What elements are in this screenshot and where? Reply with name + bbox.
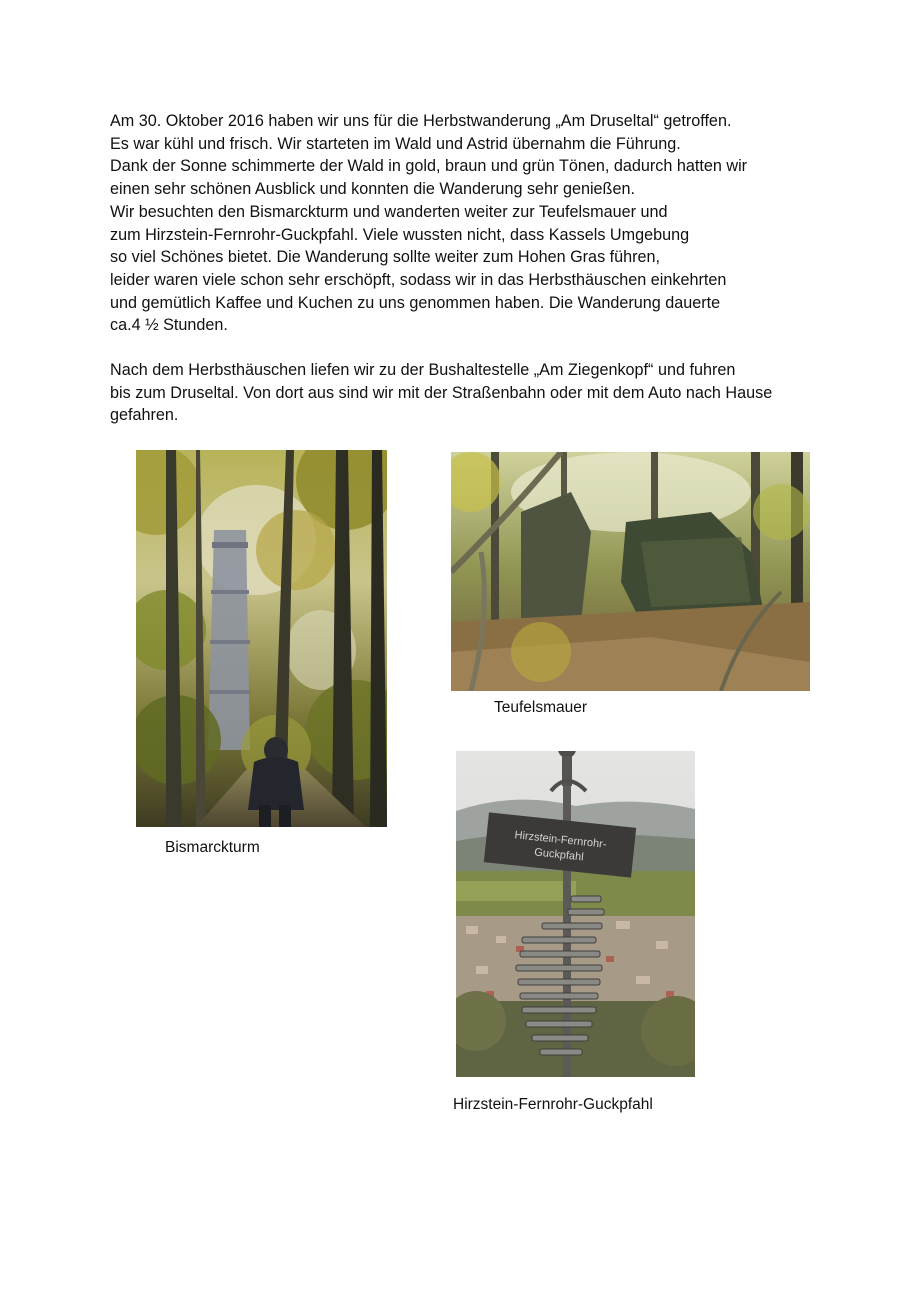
text-line: Nach dem Herbsthäuschen liefen wir zu der Bushaltestelle „Am Ziegenkopf“ und fuhren	[110, 361, 736, 379]
paragraph-return	[110, 359, 830, 427]
text-line: so viel Schönes bietet. Die Wanderung sollte weiter zum Hohen Gras führen,	[110, 248, 661, 267]
text-line: und gemütlich Kaffee und Kuchen zu uns genommen haben. Die Wanderung dauerte	[110, 293, 721, 312]
text-line: bis zum Druseltal. Von dort aus sind wir mit der Straßenbahn oder mit dem Auto nach Hause	[110, 383, 773, 402]
text-line: gefahren.	[110, 406, 179, 425]
text-line: Es war kühl und frisch. Wir starteten im Wald und Astrid übernahm die Führung.	[110, 134, 681, 153]
text-line: leider waren viele schon sehr erschöpft, sodass wir in das Herbsthäuschen einkehrten	[110, 270, 727, 289]
sign-text-line2: Guckpfahl	[533, 846, 585, 864]
paragraph-intro	[110, 110, 830, 337]
photo-bismarckturm	[136, 450, 387, 827]
caption-guckpfahl: Hirzstein-Fernrohr-Guckpfahl	[453, 1096, 653, 1113]
text-line: ca.4 ½ Stunden.	[110, 316, 228, 335]
caption-bismarckturm: Bismarckturm	[165, 839, 260, 856]
text-line: Wir besuchten den Bismarckturm und wanderten weiter zur Teufelsmauer und	[110, 202, 668, 221]
sign-text-line1: Hirzstein-Fernrohr-	[513, 829, 608, 851]
text-line: Dank der Sonne schimmerte der Wald in gold, braun und grün Tönen, dadurch hatten wir	[110, 157, 748, 176]
text-line: einen sehr schönen Ausblick und konnten die Wanderung sehr genießen.	[110, 180, 635, 199]
text-line: zum Hirzstein-Fernrohr-Guckpfahl. Viele wussten nicht, dass Kassels Umgebung	[110, 225, 690, 244]
photo-teufelsmauer	[451, 452, 810, 691]
photo-guckpfahl	[456, 751, 695, 1077]
caption-teufelsmauer: Teufelsmauer	[494, 699, 588, 716]
text-line: Am 30. Oktober 2016 haben wir uns für die Herbstwanderung „Am Druseltal“ getroffen.	[110, 112, 732, 130]
